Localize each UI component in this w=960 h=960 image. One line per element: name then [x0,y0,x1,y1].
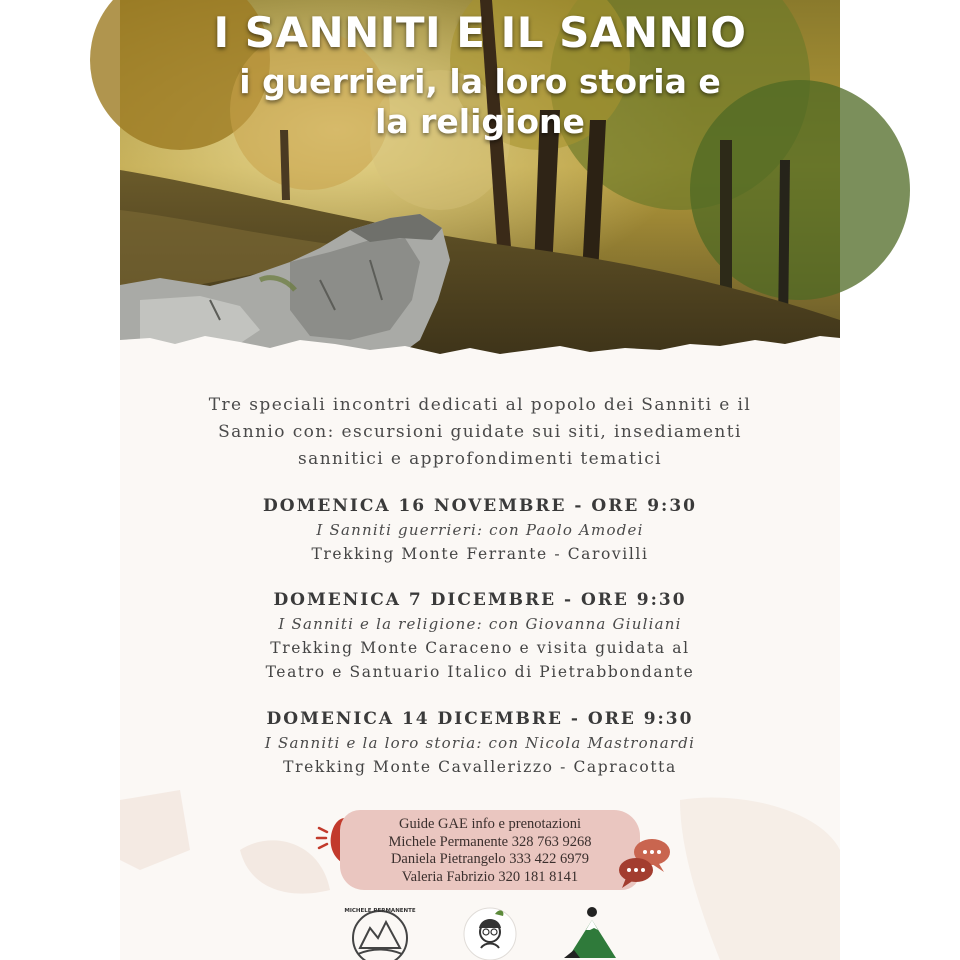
contact-line: Michele Permanente 328 763 9268 [388,833,592,850]
logo-educazione-in-natura [455,904,525,960]
event-topic: I Sanniti e la religione: con Giovanna Giuliani [278,615,682,633]
hero-photo [120,0,840,370]
logo-mountain-guide [560,904,624,960]
poster [120,0,840,960]
event-place: Trekking Monte Caraceno e visita guidata al [270,639,690,657]
event-place: Trekking Monte Cavallerizzo - Capracotta [283,758,677,776]
event-date: DOMENICA 16 NOVEMBRE - ORE 9:30 [263,496,697,516]
intro-line: sannitici e approfondimenti tematici [298,449,662,469]
contact-heading: Guide GAE info e prenotazioni [398,816,581,832]
logo-michele-permanente [344,904,416,960]
event-topic: I Sanniti guerrieri: con Paolo Amodei [316,521,644,539]
intro-line: Tre speciali incontri dedicati al popolo dei Sanniti e il [208,395,752,415]
contact-box [340,810,640,890]
contact-line: Daniela Pietrangelo 333 422 6979 [390,851,590,867]
title-subtitle-line2: la religione [375,102,585,141]
title-main: I SANNITI E IL SANNIO [213,8,747,57]
contact-line: Valeria Fabrizio 320 181 8141 [401,868,579,885]
event-date: DOMENICA 14 DICEMBRE - ORE 9:30 [266,709,694,729]
event-topic: I Sanniti e la loro storia: con Nicola Mastronardi [264,734,696,752]
svg-text:MICHELE PERMANENTE: MICHELE PERMANENTE [344,908,416,914]
torn-paper-edge [120,320,840,370]
event-1 [140,493,820,566]
chat-bubbles-icon [616,836,672,890]
event-2 [140,587,820,684]
event-place: Trekking Monte Ferrante - Carovilli [311,545,649,563]
event-3 [140,706,820,779]
title-subtitle-line1: i guerrieri, la loro storia e [239,62,721,101]
intro-line: Sannio con: escursioni guidate sui siti, insediamenti [218,422,742,442]
event-place: Teatro e Santuario Italico di Pietrabbondante [265,663,695,681]
event-date: DOMENICA 7 DICEMBRE - ORE 9:30 [273,590,687,610]
title-subtitle [120,62,840,142]
intro-text [160,392,800,473]
